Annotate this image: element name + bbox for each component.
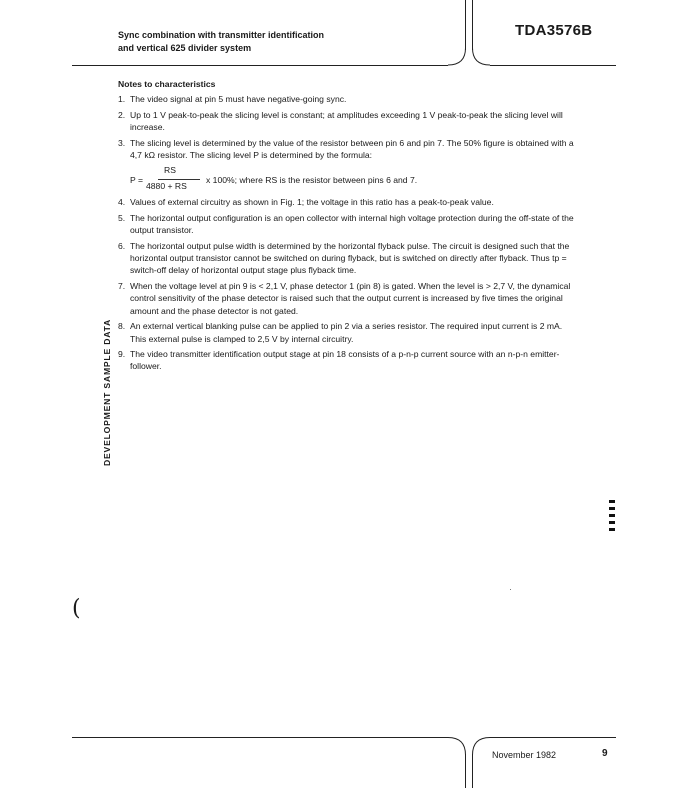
- footer-date: November 1982: [492, 750, 557, 760]
- footer-rule-right: [490, 737, 616, 738]
- note-text: The horizontal output pulse width is determined by the horizontal flyback pulse. The circuit is designed such that the horizontal output transistor cannot be switched on during flyback, but is switched on directly after flyback. Thus tp = switch-off delay of horizontal output stage plus flyback time.: [130, 240, 570, 276]
- note-number: 2.: [118, 109, 126, 120]
- type-code: TDA3576B: [515, 22, 593, 39]
- note-number: 1.: [118, 94, 126, 105]
- formula-numerator: RS: [164, 165, 176, 176]
- slicing-level-formula: [130, 164, 580, 194]
- note-text: The video signal at pin 5 must have negative-going sync.: [130, 94, 347, 105]
- note-number: 3.: [118, 137, 126, 148]
- footer-divider-right: [472, 754, 473, 788]
- note-text: The slicing level is determined by the value of the resistor between pin 6 and pin 7. The 50% figure is obtained with a 4,7 kΩ resistor. The slicing level P is determined by the formula:: [130, 137, 574, 161]
- note-text: When the voltage level at pin 9 is < 2,1 V, phase detector 1 (pin 8) is gated. When the level is > 2,7 V, the dynamical control sensitivity of the phase detector is raised such that the output current is increased by five times the original amount and the phase detector is not gated.: [130, 280, 571, 316]
- formula-rhs: x 100%; where RS is the resistor between pins 6 and 7.: [206, 175, 418, 186]
- note-8: [118, 320, 580, 345]
- bracket-mark: (: [72, 596, 81, 621]
- note-4: [118, 196, 580, 208]
- margin-change-marks: [609, 500, 615, 535]
- header-title-line2: and vertical 625 divider system: [118, 43, 252, 53]
- header-rule-left: [72, 65, 448, 66]
- header-title-line1: Sync combination with transmitter identification: [118, 30, 325, 40]
- note-text: The video transmitter identification output stage at pin 18 consists of a p-n-p current source with an n-p-n emitter-follower.: [130, 348, 560, 372]
- note-text: An external vertical blanking pulse can be applied to pin 2 via a series resistor. The required input current is 2 mA. This external pulse is clamped to 2,5 V by internal circuitry.: [130, 321, 563, 344]
- stray-dot: [510, 589, 511, 590]
- formula-denominator: 4880 + RS: [146, 181, 187, 192]
- footer-rule-curve: [440, 737, 500, 761]
- note-number: 7.: [118, 280, 126, 291]
- development-sample-label: DEVELOPMENT SAMPLE DATA: [102, 319, 112, 466]
- note-text: Up to 1 V peak-to-peak the slicing level is constant; at amplitudes exceeding 1 V peak-to-peak the slicing level will increase.: [130, 109, 563, 133]
- note-9: [118, 348, 580, 373]
- header-divider-right: [472, 0, 473, 50]
- footer-divider-left: [465, 754, 466, 788]
- note-3: [118, 137, 580, 162]
- page-number: 9: [602, 748, 608, 759]
- note-number: 6.: [118, 240, 126, 251]
- note-1: [118, 93, 580, 105]
- footer-rule-left: [72, 737, 448, 738]
- note-number: 5.: [118, 212, 126, 223]
- header-title: [118, 29, 324, 55]
- notes-section: [118, 78, 580, 376]
- note-2: [118, 109, 580, 134]
- header-rule-right: [490, 65, 616, 66]
- note-number: 8.: [118, 321, 126, 332]
- note-text: Values of external circuitry as shown in Fig. 1; the voltage in this ratio has a peak-to-peak value.: [130, 197, 494, 208]
- note-text: The horizontal output configuration is an open collector with internal high voltage protection during the off-state of the output transistor.: [130, 212, 574, 236]
- formula-lhs: P =: [130, 175, 143, 186]
- note-number: 4.: [118, 197, 126, 208]
- notes-title: Notes to characteristics: [118, 79, 216, 89]
- note-5: [118, 212, 580, 237]
- note-6: [118, 240, 580, 277]
- note-7: [118, 280, 580, 317]
- note-number: 9.: [118, 348, 126, 359]
- header-divider-left: [465, 0, 466, 50]
